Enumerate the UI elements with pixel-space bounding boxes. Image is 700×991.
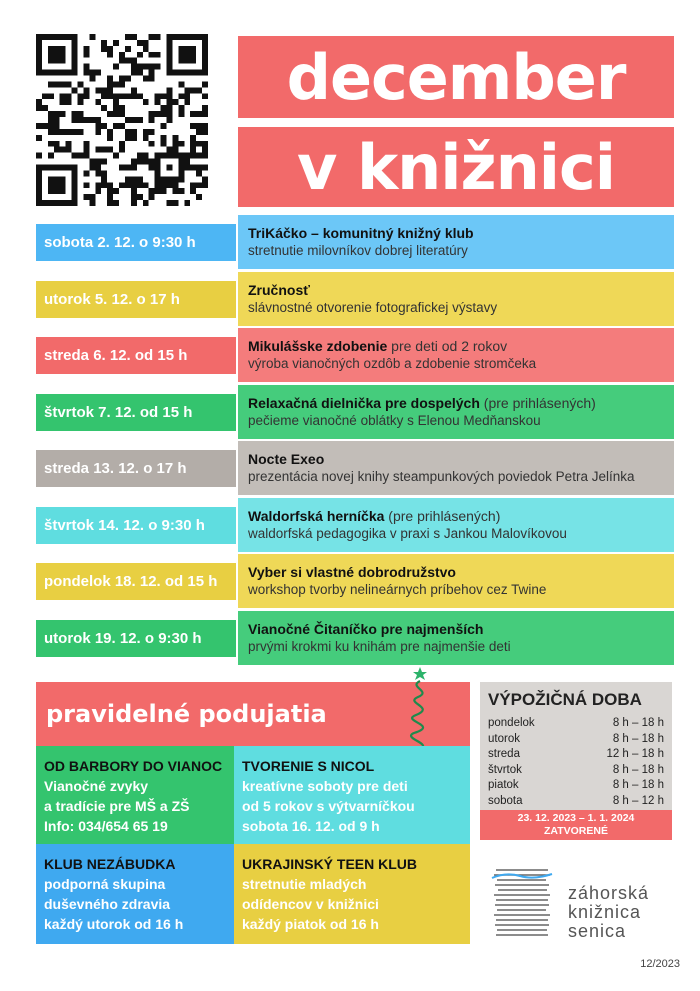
hours-row	[488, 732, 664, 748]
hours-time: 8 h – 18 h	[612, 732, 664, 745]
regular-event-tvorenie-s-nicol	[234, 746, 470, 844]
regular-event-title: UKRAJINSKÝ TEEN KLUB	[242, 856, 418, 872]
qr-code-icon	[36, 34, 208, 206]
hours-row	[488, 747, 664, 763]
hours-day: piatok	[488, 779, 519, 791]
event-name: Vianočné Čitaníčko pre najmenších	[248, 621, 484, 637]
regular-event-title: TVORENIE S NICOL	[242, 758, 375, 774]
regular-event-line: podporná skupina	[44, 876, 166, 892]
event-description: pečieme vianočné oblátky s Elenou Medňanskou	[248, 413, 541, 428]
hours-day: streda	[488, 748, 520, 760]
regular-event-od-barbory	[36, 746, 234, 844]
regular-event-line: od 5 rokov s výtvarníčkou	[242, 798, 415, 814]
regular-event-line: každý piatok od 16 h	[242, 916, 379, 932]
logo-line: senica	[568, 921, 627, 941]
hours-time: 8 h – 18 h	[612, 717, 664, 729]
event-details	[238, 441, 674, 495]
hours-day: pondelok	[488, 717, 535, 729]
event-date: štvrtok 7. 12. od 15 h	[36, 394, 236, 431]
hours-time: 8 h – 18 h	[612, 763, 664, 776]
event-note: pre deti od 2 rokov	[387, 338, 508, 354]
library-logo-text	[568, 884, 649, 941]
event-description: slávnostné otvorenie fotografickej výstavy	[248, 300, 498, 315]
event-description: waldorfská pedagogika v praxi s Jankou Malovíkovou	[248, 526, 567, 541]
event-name: Zručnosť	[248, 282, 310, 298]
regular-event-line: sobota 16. 12. od 9 h	[242, 818, 380, 834]
event-details	[238, 385, 674, 439]
hours-time: 8 h – 18 h	[612, 779, 664, 791]
event-description: prvými krokmi ku knihám pre najmenšie deti	[248, 639, 511, 654]
event-details	[238, 611, 674, 665]
regular-event-line: odídencov v knižnici	[242, 896, 379, 912]
regular-event-title: OD BARBORY DO VIANOC	[44, 758, 223, 774]
event-name: Relaxačná dielnička pre dospelých	[248, 395, 480, 411]
title-line-1: december	[238, 36, 674, 118]
event-name: Nocte Exeo	[248, 451, 325, 467]
regular-event-line: každý utorok od 16 h	[44, 916, 184, 932]
event-name: TriKáčko – komunitný knižný klub	[248, 225, 474, 241]
book-stack-icon	[486, 862, 558, 942]
closed-label: ZATVORENÉ	[544, 825, 608, 837]
hours-day: utorok	[488, 732, 520, 745]
regular-event-line: a tradície pre MŠ a ZŠ	[44, 798, 190, 814]
event-name: Mikulášske zdobenie	[248, 338, 388, 354]
event-description: prezentácia novej knihy steampunkových poviedok Petra Jelínka	[248, 469, 635, 484]
opening-hours-title: VÝPOŽIČNÁ DOBA	[488, 690, 642, 709]
event-details	[238, 272, 674, 326]
regular-events-header: pravidelné podujatia	[36, 682, 470, 746]
hours-time: 12 h – 18 h	[606, 748, 664, 760]
closed-dates: 23. 12. 2023 – 1. 1. 2024	[517, 812, 635, 824]
event-name: Waldorfská herníčka	[248, 508, 385, 524]
hours-day: štvrtok	[488, 763, 522, 776]
event-description: workshop tvorby nelineárnych príbehov cez Twine	[248, 582, 547, 597]
event-date: štvrtok 14. 12. o 9:30 h	[36, 507, 236, 544]
event-details	[238, 498, 674, 552]
hours-row	[488, 716, 664, 732]
regular-event-klub-nezabudka	[36, 844, 234, 944]
event-description: stretnutie milovníkov dobrej literatúry	[248, 243, 468, 258]
logo-line: záhorská	[568, 883, 650, 903]
event-description: výroba vianočných ozdôb a zdobenie stromčeka	[248, 356, 537, 371]
regular-event-title: KLUB NEZÁBUDKA	[44, 856, 176, 872]
hours-day: sobota	[488, 794, 523, 807]
regular-event-line: Info: 034/654 65 19	[44, 818, 168, 834]
hours-row	[488, 778, 664, 794]
event-note: (pre prihlásených)	[479, 395, 596, 411]
logo-line: knižnica	[568, 902, 642, 922]
regular-event-line: duševného zdravia	[44, 896, 171, 912]
event-date: utorok 19. 12. o 9:30 h	[36, 620, 236, 657]
event-date: sobota 2. 12. o 9:30 h	[36, 224, 236, 261]
event-name: Vyber si vlastné dobrodružstvo	[248, 564, 456, 580]
event-details	[238, 554, 674, 608]
regular-event-ukrajinsky-teen-klub	[234, 844, 470, 944]
event-details	[238, 328, 674, 382]
event-date: streda 13. 12. o 17 h	[36, 450, 236, 487]
hours-time: 8 h – 12 h	[612, 794, 664, 807]
regular-event-line: kreatívne soboty pre deti	[242, 778, 408, 794]
footer-date: 12/2023	[640, 958, 680, 970]
regular-event-line: stretnutie mladých	[242, 876, 367, 892]
opening-hours-list	[488, 716, 664, 809]
event-date: pondelok 18. 12. od 15 h	[36, 563, 236, 600]
title-line-2: v knižnici	[238, 127, 674, 207]
closed-notice	[480, 810, 672, 840]
event-details	[238, 215, 674, 269]
regular-event-line: Vianočné zvyky	[44, 778, 149, 794]
hours-row	[488, 794, 664, 810]
event-note: (pre prihlásených)	[384, 508, 501, 524]
opening-hours-box	[480, 682, 672, 840]
event-date: streda 6. 12. od 15 h	[36, 337, 236, 374]
event-date: utorok 5. 12. o 17 h	[36, 281, 236, 318]
hours-row	[488, 763, 664, 779]
